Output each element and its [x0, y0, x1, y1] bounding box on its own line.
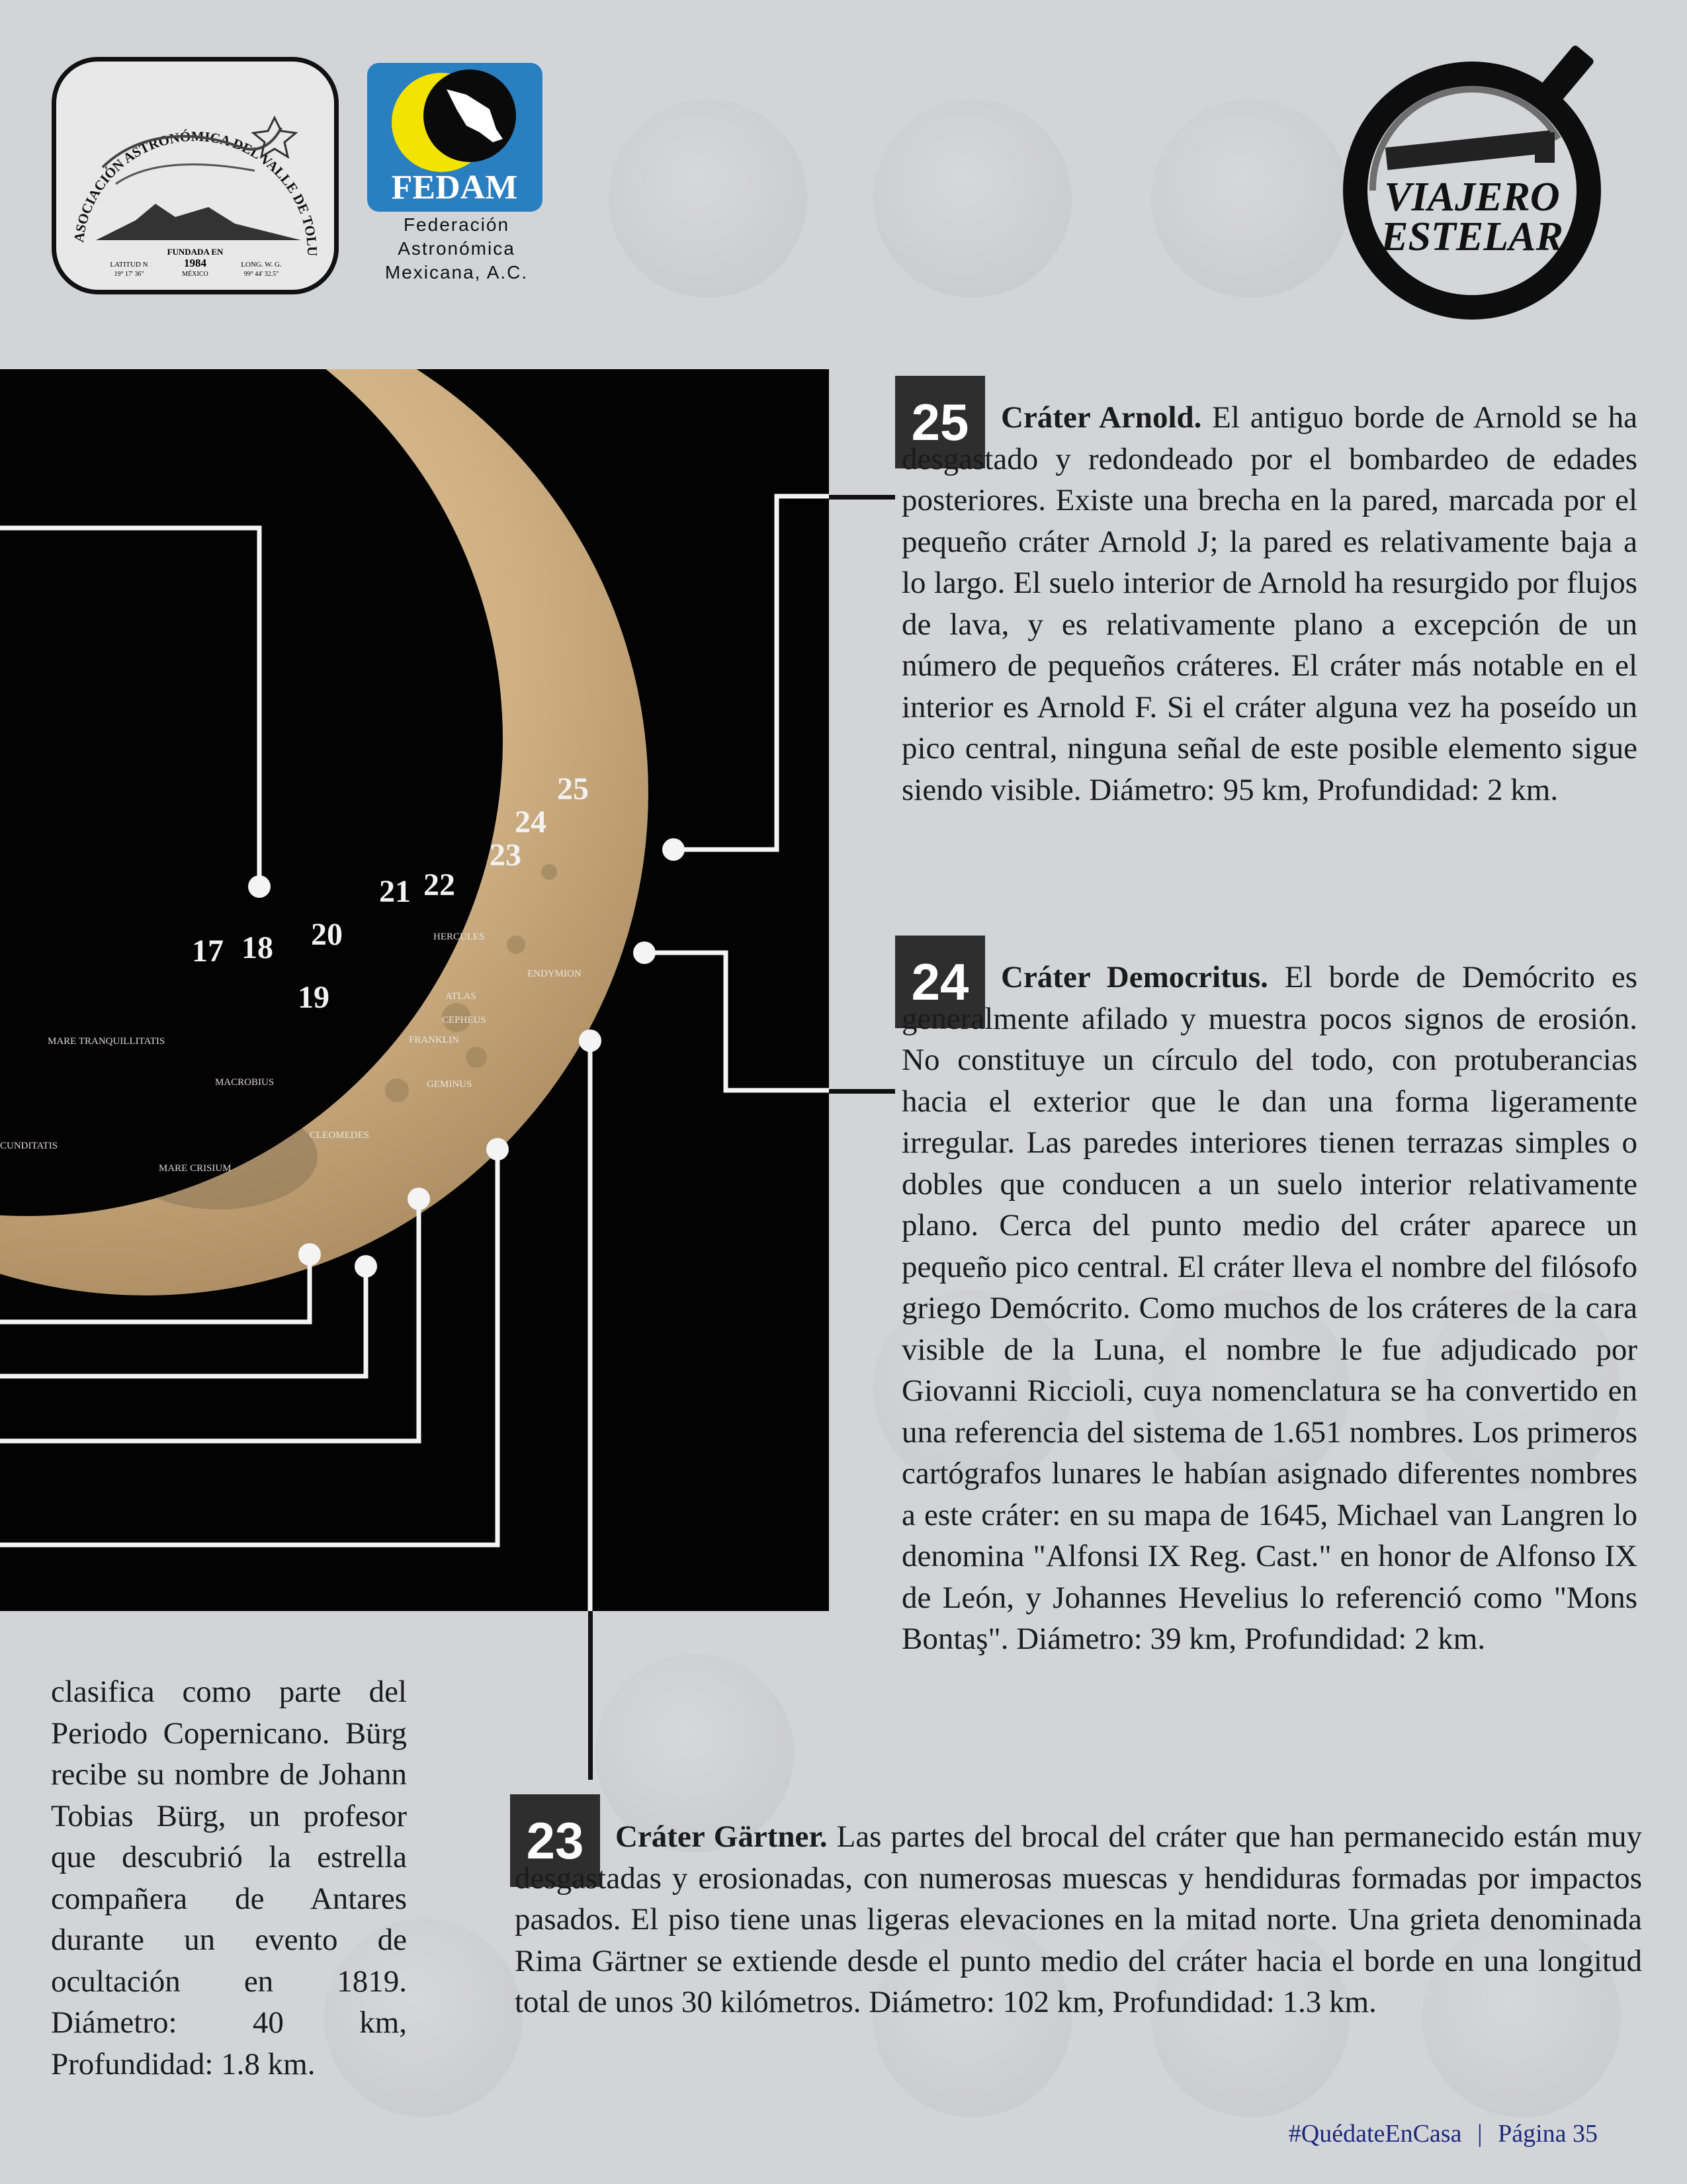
crater-number-22: 22 [423, 867, 455, 902]
crater-number-25: 25 [557, 771, 589, 807]
avt-ring-text: ASOCIACIÓN ASTRONÓMICA DEL VALLE DE TOLU [70, 128, 321, 257]
label-mare-tranquillitatis: MARE TRANQUILLITATIS [48, 1036, 165, 1047]
viajero-line1: VIAJERO [1384, 175, 1560, 220]
entry-25-title: Cráter Arnold. [1001, 400, 1202, 435]
label-franklin: FRANKLIN [409, 1035, 459, 1045]
callout-dot [248, 875, 271, 898]
fedam-caption [357, 213, 556, 284]
label-mare-crisium: MARE CRISIUM [159, 1163, 232, 1174]
label-hercules: HERCULES [433, 932, 485, 942]
label-cleomedes: CLEOMEDES [310, 1130, 369, 1141]
connector-25 [829, 495, 895, 500]
avt-country: MÉXICO [182, 271, 208, 278]
crater-number-18: 18 [241, 930, 273, 965]
entry-23-paragraph [515, 1816, 1642, 2023]
entry-23-title: Cráter Gärtner. [615, 1819, 828, 1854]
footer-hashtag: #QuédateEnCasa [1288, 2120, 1462, 2148]
label-endymion: ENDYMION [527, 969, 582, 979]
background-moon [609, 99, 807, 298]
connector-23 [588, 1611, 593, 1780]
moon-photograph [0, 369, 829, 1611]
background-moon [873, 99, 1072, 298]
entry-24-title: Cráter Democritus. [1001, 960, 1268, 994]
fedam-caption-line: Mexicana, A.C. [384, 262, 529, 283]
entry-23-text: Las partes del brocal del cráter que han permanecido están muy desgastadas y erosionadas, con numerosas muescas y hendiduras formadas por impactos pasados. El piso tiene unas ligeras elevaciones en la mitad norte. Una grieta denominada Rima Gärtner se extiende desde el punto medio del cráter hacia el borde en una longitud total de unos 30 kilómetros. Diámetro: 102 km, Profundidad: 1.3 km. [515, 1819, 1642, 2019]
fedam-caption-line: Federación [403, 214, 510, 235]
footer [1289, 2119, 1598, 2148]
fedam-logo [367, 63, 542, 212]
label-atlas: ATLAS [445, 991, 476, 1002]
label-macrobius: MACROBIUS [215, 1077, 275, 1088]
entry-25-text: El antiguo borde de Arnold se ha desgastado y redondeado por el bombardeo de edades posteriores. Existe una brecha en la pared, marcada por el pequeño cráter Arnold J; la pared es relativamente baja a lo largo. El suelo interior de Arnold ha resurgido por flujos de lava, y es relativamente plano a excepción de un número de pequeños cráteres. El cráter más notable en el interior es Arnold F. Si el cráter alguna vez ha poseído un pico central, ninguna señal de este posible elemento sigue siendo visible. Diámetro: 95 km, Profundidad: 2 km. [902, 400, 1637, 807]
callout-dot [298, 1243, 321, 1266]
crater-number-23: 23 [490, 838, 521, 873]
entry-24-paragraph [902, 957, 1637, 1660]
entry-number-24: 24 [895, 936, 985, 1028]
fedam-caption-line: Astronómica [398, 238, 515, 259]
callout-dot [355, 1255, 377, 1278]
connector-24 [829, 1089, 895, 1094]
crater-number-24: 24 [515, 805, 546, 840]
entry-24-text: El borde de Demócrito es generalmente afilado y muestra pocos signos de erosión. No constituye un círculo del todo, con protuberancias hacia el exterior que le dan una forma ligeramente irregular. Las paredes interiores tienen terrazas simples o dobles que conducen a un suelo interior relativamente plano. Cerca del punto medio del cráter aparece un pequeño pico central. El cráter lleva el nombre del filósofo griego Demócrito. Como muchos de los cráteres de la cara visible de la Luna, el nombre le fue adjudicado por Giovanni Riccioli, cuya nomenclatura se ha convertido en una referencia del sistema de 1.651 nombres. Los primeros cartógrafos lunares le habían asignado diferentes nombres a este cráter: en su mapa de 1645, Michael van Langren lo denomina "Alfonsi IX Reg. Cast." en honor de Alfonso IX de León, y Johannes Hevelius lo referenció como "Mons Bontaş". Diámetro: 39 km, Profundidad: 2 km. [902, 960, 1637, 1656]
callout-line-24 [644, 953, 829, 1090]
avt-latitude: LATITUD N [110, 261, 148, 269]
avt-longitude-value: 99° 44' 32.5" [243, 271, 279, 278]
callout-dot-24 [633, 941, 656, 964]
avt-latitude-value: 19° 17' 36" [114, 271, 144, 278]
footer-separator: | [1477, 2120, 1483, 2148]
crater-number-17: 17 [192, 934, 224, 969]
crater-number-20: 20 [311, 917, 343, 952]
callout-dot-25 [662, 838, 685, 861]
viajero-line2: ESTELAR [1381, 214, 1563, 259]
continued-paragraph: clasifica como parte del Periodo Copernicano. Bürg recibe su nombre de Johann Tobias Bürg, un profesor que descubrió la estrella compañera de Antares durante un evento de ocultación en 1819. Diámetro: 40 km, Profundidad: 1.8 km. [51, 1675, 407, 2081]
avt-logo [52, 57, 339, 294]
background-moon [1151, 99, 1350, 298]
callout-dot-23 [579, 1029, 601, 1052]
entry-number-25: 25 [895, 376, 985, 468]
crater-number-21: 21 [379, 874, 411, 909]
avt-year: 1984 [184, 257, 206, 269]
callout-dot [408, 1188, 430, 1210]
fedam-acronym: FEDAM [391, 169, 518, 206]
callout-dot [486, 1138, 509, 1160]
viajero-estelar-logo [1333, 40, 1624, 331]
callout-line-25 [673, 496, 829, 850]
avt-longitude: LONG. W. G. [241, 261, 282, 269]
entry-25-paragraph [902, 397, 1637, 810]
footer-page-number: Página 35 [1498, 2120, 1598, 2148]
crater-number-19: 19 [298, 980, 329, 1015]
label-fecunditatis: CUNDITATIS [0, 1141, 58, 1151]
label-geminus: GEMINUS [427, 1079, 472, 1090]
entry-number-23: 23 [510, 1794, 600, 1887]
avt-founded: FUNDADA EN [167, 247, 224, 257]
label-cepheus: CEPHEUS [442, 1015, 486, 1026]
